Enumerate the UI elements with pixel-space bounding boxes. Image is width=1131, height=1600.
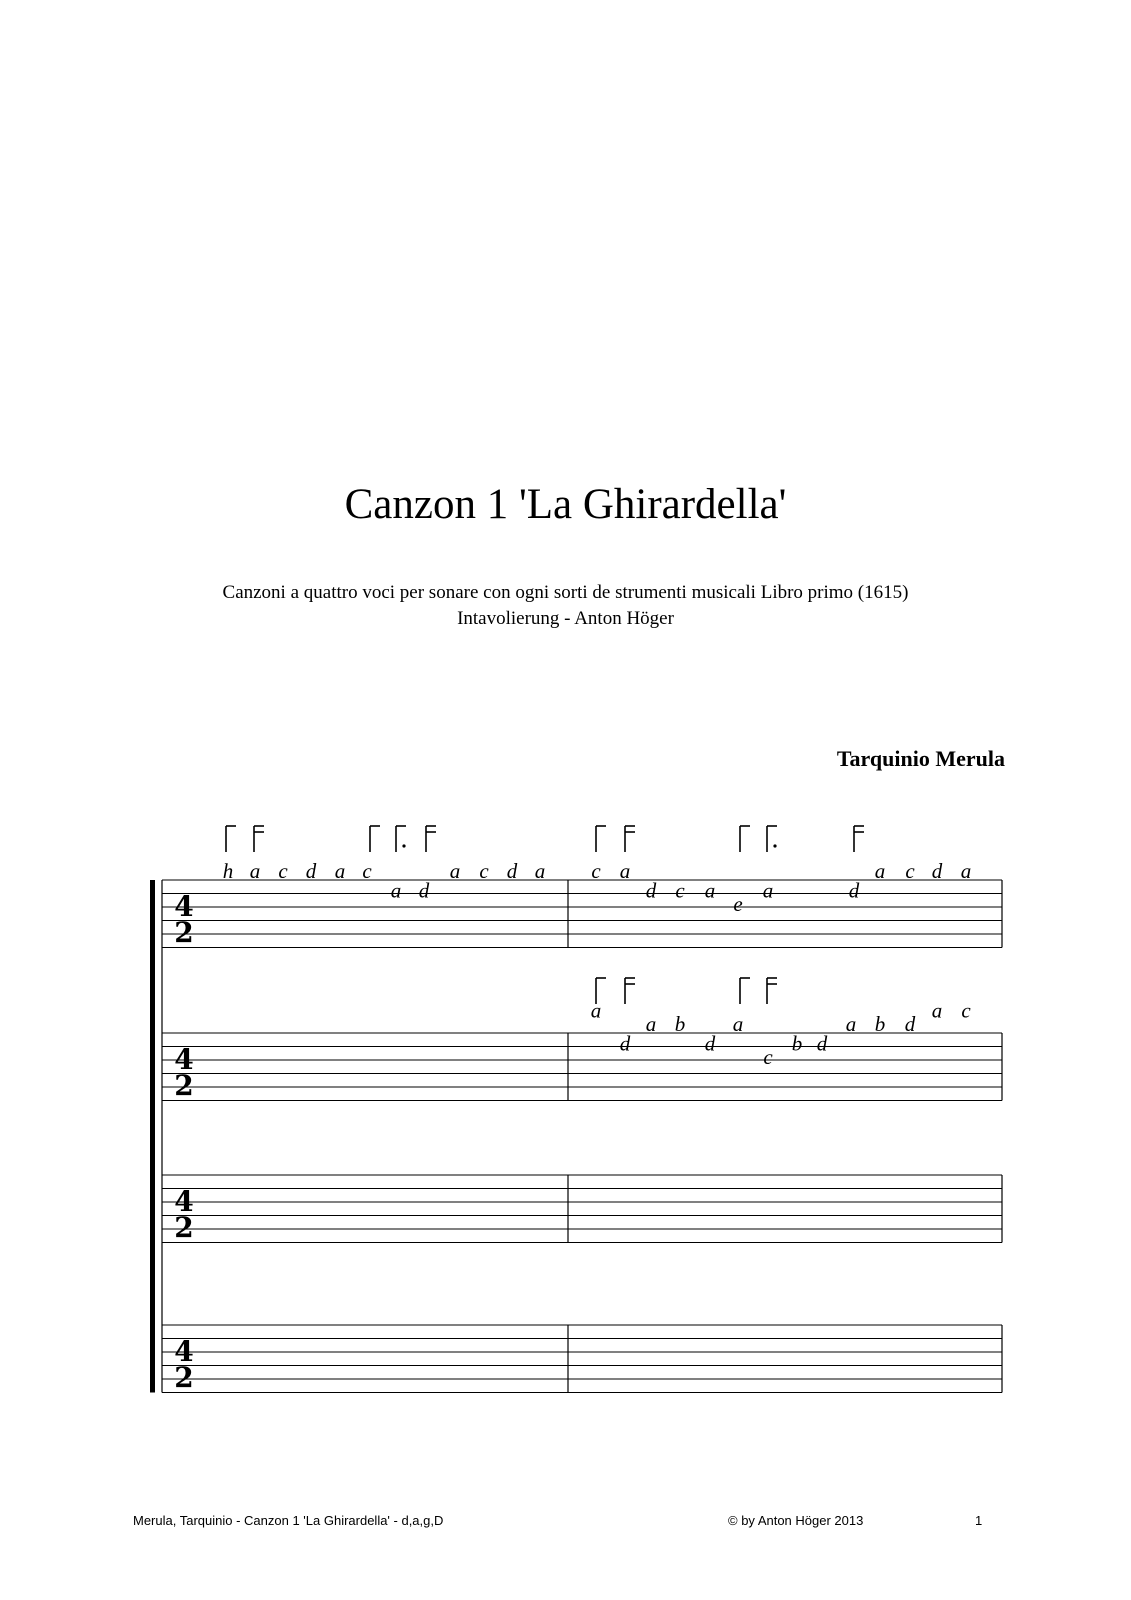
tab-letter: h [222,859,234,883]
tab-letter: d [418,878,430,903]
tab-letter: c [675,878,685,903]
tab-letter: d [904,1012,916,1036]
time-signature-numerator: 4 [174,1185,194,1218]
tab-letter: c [362,859,372,883]
arranger-subtitle: Intavolierung - Anton Höger [457,608,674,629]
tab-letter: a [334,859,346,883]
page-number: 1 [975,1513,983,1528]
tab-letter: c [961,998,971,1023]
tab-letter: c [278,859,288,883]
time-signature-numerator: 4 [174,1043,194,1076]
tab-letter: a [704,878,716,903]
time-signature-numerator: 4 [174,890,194,923]
time-signature-denominator: 2 [174,1069,194,1102]
tab-letter: d [506,859,518,883]
footer-copyright: © by Anton Höger 2013 [728,1513,864,1528]
tab-letter: a [874,859,886,883]
tab-letter: d [645,878,657,903]
piece-title: Canzon 1 'La Ghirardella' [344,481,787,528]
time-signature-denominator: 2 [174,1211,194,1244]
tab-letter: a [449,859,461,883]
tab-letter: e [733,892,743,916]
tab-letter: a [534,859,546,883]
tab-letter: a [762,878,774,903]
tab-letter: a [960,859,972,883]
time-signature-denominator: 2 [174,1361,194,1394]
footer-source: Merula, Tarquinio - Canzon 1 'La Ghirardella' - d,a,g,D [133,1513,444,1528]
tab-letter: c [763,1045,773,1069]
tab-letter: b [874,1012,886,1036]
composer-name: Tarquinio Merula [836,746,1005,771]
tab-letter: a [732,1012,744,1036]
time-signature-numerator: 4 [174,1335,194,1368]
tab-letter: d [305,859,317,883]
tab-letter: d [619,1031,631,1056]
tab-letter: c [591,859,601,883]
tab-letter: d [848,878,860,903]
tab-letter: a [645,1012,657,1036]
tab-letter: a [845,1012,857,1036]
tab-letter: c [905,859,915,883]
tab-letter: d [931,859,943,883]
tab-letter: a [931,998,943,1023]
rhythm-dot [402,844,405,847]
source-subtitle: Canzoni a quattro voci per sonare con ogni sorti de strumenti musicali Libro primo (1615) [222,582,909,603]
tab-letter: d [816,1031,828,1056]
time-signature-denominator: 2 [174,916,194,949]
tab-letter: b [674,1012,686,1036]
rhythm-dot [773,844,776,847]
tab-letter: c [479,859,489,883]
system-bracket-thick [150,880,155,1393]
tab-letter: a [249,859,261,883]
tab-letter: b [791,1031,803,1056]
tab-letter: a [390,878,402,903]
tab-letter: a [619,859,631,883]
tab-letter: d [704,1031,716,1056]
tab-letter: a [590,998,602,1023]
